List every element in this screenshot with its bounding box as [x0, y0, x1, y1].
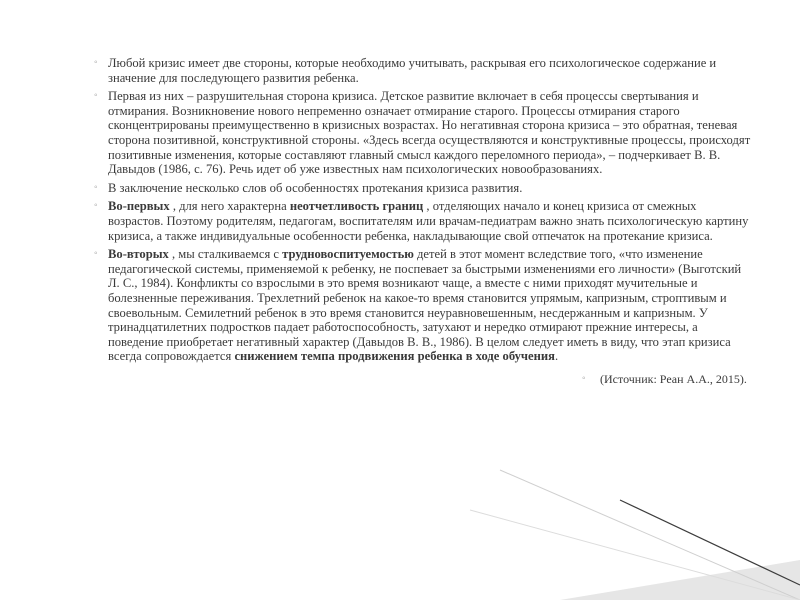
bullet-marker: ◦ [94, 57, 98, 68]
paragraph-text: , для него характерна [169, 199, 290, 214]
paragraph-text: детей в этот момент вследствие того, «что изменение педагогической системы, применяемой к ребенку, не поспевает за быстрыми изменениями его личности» (Выготский Л. С., 1984). Конфликты со взрослыми в это время возникают чаще, а вместе с ними приходят мучительные и болезненные переживания. Трехлетний ребенок на какое-то время становится упрямым, капризным, строптивым и своевольным. Семилетний ребенок в это время становится неуравновешенным, несдержанным и капризным. У тринадцатилетних подростков падает работоспособность, затухают и нередко отмирают прежние интересы, а поведение приобретает негативный характер (Давыдов В. В., 1986). В целом следует иметь в виду, что этап кризиса всегда сопровождается [108, 247, 742, 364]
bullet-paragraph [92, 247, 752, 364]
bullet-marker: ◦ [94, 181, 98, 193]
source-text: (Источник: Реан А.А., 2015). [600, 371, 747, 386]
paragraph-text: . [554, 349, 559, 364]
bullet-marker: ◦ [94, 248, 98, 260]
corner-line-dark [620, 500, 800, 585]
slide-body [92, 56, 752, 386]
bullet-paragraph [92, 56, 752, 85]
source-citation [92, 372, 752, 387]
emphasis-text: Во-первых [108, 199, 170, 214]
paragraph-text: , мы сталкиваемся с [168, 247, 283, 262]
emphasis-text: снижением темпа продвижения ребенка в ходе обучения [234, 349, 555, 364]
paragraph-text: В заключение несколько слов об особенностях протекания кризиса развития. [108, 180, 523, 195]
bullet-paragraph [92, 181, 752, 196]
bullet-marker: ◦ [94, 90, 98, 102]
corner-line-faint [470, 510, 800, 600]
emphasis-text: трудновоспитуемостью [282, 247, 414, 262]
bullet-marker: ◦ [582, 372, 586, 384]
bullet-paragraph [92, 89, 752, 177]
bullet-marker: ◦ [94, 200, 98, 212]
paragraph-text: Любой кризис имеет две стороны, которые необходимо учитывать, раскрывая его психологическое содержание и значение для последующего развития ребенка. [108, 56, 717, 85]
paragraph-text: Первая из них – разрушительная сторона кризиса. Детское развитие включает в себя процессы свертывания и отмирания. Возникновение нового непременно означает отмирание старого. Процессы отмирания старого сконцентрированы преимущественно в кризисных возрастах. Но негативная сторона кризиса – это обратная, теневая сторона позитивной, конструктивной стороны. «Здесь всегда осуществляются и конструктивные процессы, происходят позитивные изменения, которые составляют главный смысл каждого переломного периода», – подчеркивает В. В. Давыдов (1986, с. 76). Речь идет об уже известных нам психологических новообразованиях. [108, 89, 751, 177]
paragraph-text: , отделяющих начало и конец кризиса от смежных возрастов. Поэтому родителям, педагогам, воспитателям или врачам-педиатрам важно знать психологическую картину кризиса, а также индивидуальные особенности ребенка, накладывающие свой отпечаток на протекание кризиса. [108, 199, 749, 243]
emphasis-text: Во-вторых [108, 247, 169, 262]
corner-line-light [500, 470, 800, 600]
corner-light-shape [560, 560, 800, 600]
emphasis-text: неотчетливость границ [289, 199, 424, 214]
bullet-paragraph [92, 199, 752, 243]
